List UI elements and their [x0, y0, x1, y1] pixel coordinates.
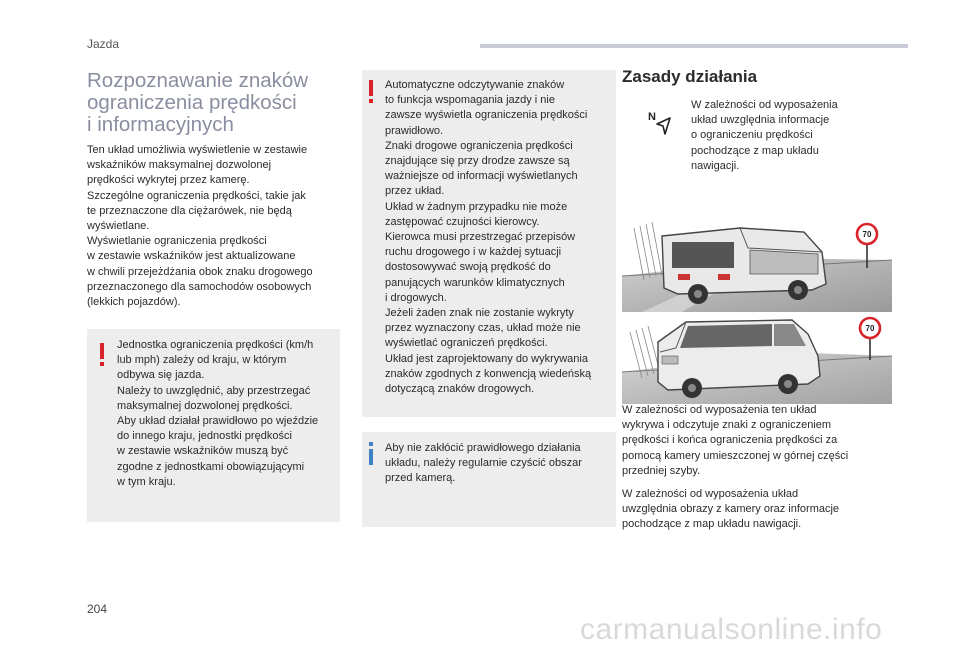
- text-line: znaków zgodnych z konwencją wiedeńską: [385, 367, 592, 380]
- section-heading: Zasady działania: [622, 67, 758, 86]
- info-icon: [369, 449, 373, 465]
- text-line: przeznaczonego dla samochodów osobowych: [87, 280, 312, 293]
- text-line: W zależności od wyposażenia ten układ: [622, 404, 817, 416]
- text-line: Należy to uwzględnić, aby przestrzegać: [117, 384, 311, 397]
- text-line: wyświetlać ograniczeń prędkości.: [385, 337, 548, 350]
- text-line: Układ jest zaprojektowany do wykrywania: [385, 352, 588, 365]
- speed-sign-value: 70: [865, 324, 875, 333]
- svg-text:N: N: [648, 111, 656, 123]
- text-line: W zależności od wyposażenia: [691, 99, 838, 111]
- text-line: do innego kraju, jednostki prędkości: [117, 430, 292, 443]
- text-line: Znaki drogowe ograniczenia prędkości: [385, 139, 573, 152]
- section-bar: [480, 44, 908, 48]
- text-line: Kierowca musi przestrzegać przepisów: [385, 231, 576, 244]
- text-line: przed kamerą.: [385, 472, 456, 485]
- text-line: ważniejsze od informacji wyświetlanych: [385, 170, 578, 183]
- intro-paragraph: [87, 143, 339, 310]
- title-line: ograniczenia prędkości: [87, 91, 297, 114]
- text-line: w chwili przejeżdżania obok znaku drogowego: [87, 265, 313, 278]
- text-line: przedniej szyby.: [622, 464, 701, 477]
- watermark: carmanualsonline.info: [580, 613, 883, 646]
- nav-maps-text: [691, 98, 861, 174]
- warning-text: [117, 338, 337, 490]
- text-line: w zestawie wskaźników jest aktualizowane: [87, 250, 296, 263]
- text-line: pomocą kamery umieszczonej w górnej części: [622, 449, 849, 462]
- text-line: Automatyczne odczytywanie znaków: [385, 79, 565, 91]
- info-text: [385, 441, 613, 487]
- text-line: to funkcja wspomagania jazdy i nie: [385, 94, 555, 107]
- title-line: i informacyjnych: [87, 113, 234, 136]
- text-line: nawigacji.: [691, 159, 740, 172]
- text-line: odbywa się jazda.: [117, 369, 205, 382]
- cleaning-info-box: [362, 432, 616, 527]
- text-line: Układ w żadnym przypadku nie może: [385, 200, 568, 213]
- text-line: Jeżeli żaden znak nie zostanie wykryty: [385, 307, 574, 320]
- text-line: w tym kraju.: [117, 475, 176, 488]
- text-line: prędkości wykrytej przez kamerę.: [87, 174, 250, 187]
- units-warning-box: [87, 329, 340, 522]
- page-number: 204: [87, 602, 108, 616]
- text-line: w zestawie wskaźników muszą być: [117, 445, 289, 458]
- text-line: uwzględnia obrazy z kamery oraz informacje: [622, 503, 840, 516]
- text-line: układ uwzględnia informacje: [691, 114, 830, 127]
- van-rear-view-illustration: [622, 218, 892, 312]
- text-line: prawidłowo.: [385, 124, 444, 137]
- speed-sign-value: 70: [862, 230, 872, 239]
- text-line: zastępować czujności kierowcy.: [385, 215, 540, 228]
- text-line: wskaźników maksymalnej dozwolonej: [87, 159, 272, 172]
- text-line: ruchu drogowego i w każdej sytuacji: [385, 246, 562, 259]
- text-line: Jednostka ograniczenia prędkości (km/h: [117, 339, 314, 351]
- reliability-warning-box: [362, 70, 616, 417]
- text-line: o ograniczeniu prędkości: [691, 129, 813, 142]
- title-line: Rozpoznawanie znaków: [87, 69, 309, 92]
- text-line: przez układ.: [385, 185, 445, 198]
- warning-icon: [369, 80, 373, 96]
- text-line: prędkości i końca ograniczenia prędkości za: [622, 434, 838, 447]
- navigation-icon: [648, 110, 672, 136]
- section-label: Jazda: [87, 37, 120, 51]
- camera-maps-paragraph: [622, 487, 892, 533]
- text-line: dostosowywać swoją prędkość do: [385, 261, 551, 274]
- text-line: te przeznaczone dla ciężarówek, nie będą: [87, 204, 292, 217]
- warning-icon: [100, 343, 104, 359]
- text-line: i drogowych.: [385, 291, 447, 304]
- text-line: pochodzące z map układu: [691, 144, 819, 157]
- text-line: Szczególne ograniczenia prędkości, takie jak: [87, 189, 306, 202]
- text-line: zgodne z jednostkami obowiązującymi: [117, 460, 305, 473]
- text-line: Aby nie zakłócić prawidłowego działania: [385, 442, 581, 454]
- text-line: lub mph) zależy od kraju, w którym: [117, 354, 287, 367]
- van-side-view-illustration: [622, 312, 892, 404]
- camera-detection-paragraph: [622, 403, 892, 479]
- text-line: pochodzące z map układu nawigacji.: [622, 518, 802, 531]
- text-line: Aby układ działał prawidłowo po wjeździe: [117, 415, 319, 428]
- page-title: [87, 70, 357, 136]
- warning-text: [385, 78, 613, 397]
- text-line: znajdujące się przy drodze zawsze są: [385, 155, 570, 168]
- text-line: (lekkich pojazdów).: [87, 296, 181, 309]
- text-line: panujących warunków klimatycznych: [385, 276, 565, 289]
- text-line: Ten układ umożliwia wyświetlenie w zestawie: [87, 144, 308, 156]
- text-line: Wyświetlanie ograniczenia prędkości: [87, 235, 267, 248]
- text-line: układu, należy regularnie czyścić obszar: [385, 457, 582, 470]
- text-line: przez wyznaczony czas, układ może nie: [385, 322, 581, 335]
- text-line: zawsze wyświetla ograniczenia prędkości: [385, 109, 588, 122]
- text-line: wyświetlane.: [87, 220, 150, 233]
- text-line: wykrywa i odczytuje znaki z ograniczeniem: [622, 419, 832, 432]
- text-line: W zależności od wyposażenia układ: [622, 488, 799, 500]
- text-line: maksymalnej dozwolonej prędkości.: [117, 399, 293, 412]
- text-line: dotyczącą znaków drogowych.: [385, 383, 535, 396]
